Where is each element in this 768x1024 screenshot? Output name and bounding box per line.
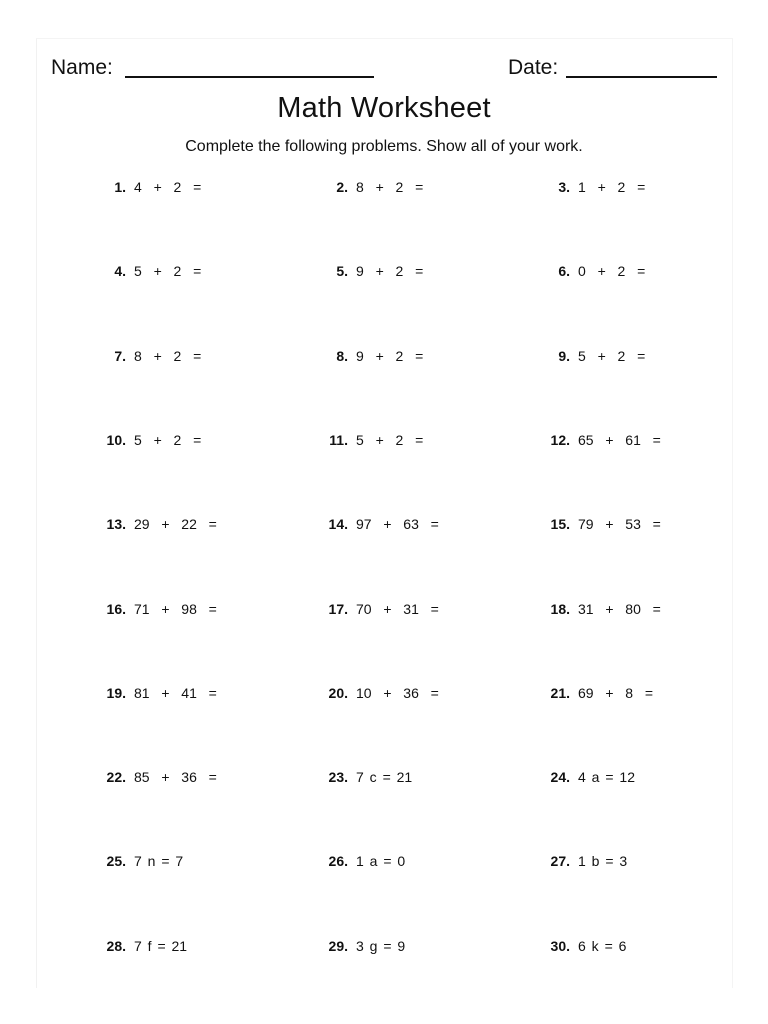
problem-expression: 4 + 2 = [134,179,202,195]
problem-expression: 9 + 2 = [356,263,424,280]
problem-expression: 3 g = 9 [356,937,406,954]
problem-number: 23. [328,769,348,786]
problem-expression: 69 + 8 = [578,684,654,701]
problem-expression: 97 + 63 = [356,516,439,533]
problem-10 [92,430,201,450]
problem-number: 22. [106,769,126,786]
problem-number: 16. [106,600,126,617]
problem-11 [314,430,423,450]
problem-number: 13. [106,516,126,533]
problem-22 [92,767,217,787]
problem-19 [92,683,217,703]
problem-number: 2. [336,179,348,195]
problem-number: 7. [114,347,126,364]
problem-number: 12. [550,431,570,448]
problem-27 [536,851,627,871]
problem-expression: 79 + 53 = [578,516,661,533]
problem-expression: 65 + 61 = [578,431,661,448]
problem-21 [536,683,653,703]
problem-number: 20. [328,684,348,701]
problem-expression: 7 c = 21 [356,769,413,786]
problem-14 [314,514,439,534]
problem-28 [92,936,187,956]
problem-expression: 85 + 36 = [134,769,217,786]
problem-number: 30. [550,937,570,954]
problem-4 [92,261,201,281]
problem-number: 5. [336,263,348,280]
problem-expression: 10 + 36 = [356,684,439,701]
problem-expression: 8 + 2 = [356,179,424,195]
name-label: Name: [51,56,113,79]
problem-29 [314,936,405,956]
problem-number: 4. [114,263,126,280]
problem-number: 18. [550,600,570,617]
problem-expression: 5 + 2 = [134,431,202,448]
problem-3 [536,177,645,197]
problem-6 [536,261,645,281]
problem-9 [536,346,645,366]
problem-1 [92,177,201,197]
problem-number: 27. [550,853,570,870]
problem-number: 19. [106,684,126,701]
problem-24 [536,767,635,787]
problem-expression: 5 + 2 = [356,431,424,448]
problem-5 [314,261,423,281]
problem-expression: 1 a = 0 [356,853,406,870]
problem-expression: 1 b = 3 [578,853,628,870]
problem-expression: 70 + 31 = [356,600,439,617]
problem-expression: 31 + 80 = [578,600,661,617]
problem-15 [536,514,661,534]
problem-number: 21. [550,684,570,701]
problem-number: 11. [329,431,348,448]
problem-number: 26. [328,853,348,870]
problem-expression: 8 + 2 = [134,347,202,364]
problem-number: 15. [550,516,570,533]
problem-number: 6. [558,263,570,280]
worksheet-instructions: Complete the following problems. Show all of your work. [185,138,583,155]
problem-16 [92,599,217,619]
problem-expression: 9 + 2 = [356,347,424,364]
problem-number: 29. [328,937,348,954]
date-label: Date: [508,56,559,79]
problem-12 [536,430,661,450]
problem-expression: 81 + 41 = [134,684,217,701]
problem-8 [314,346,423,366]
problem-number: 8. [336,347,348,364]
problem-number: 9. [558,347,570,364]
problem-number: 25. [106,853,126,870]
problem-20 [314,683,439,703]
problem-2 [314,177,423,197]
problem-number: 28. [106,937,126,954]
problem-expression: 7 n = 7 [134,853,184,870]
problem-number: 24. [550,769,570,786]
problem-number: 10. [106,431,126,448]
problem-expression: 1 + 2 = [578,179,646,195]
problem-18 [536,599,661,619]
problem-30 [536,936,626,956]
problem-13 [92,514,217,534]
problem-expression: 29 + 22 = [134,516,217,533]
problem-expression: 5 + 2 = [134,263,202,280]
problem-25 [92,851,183,871]
problem-7 [92,346,201,366]
problem-number: 17. [328,600,348,617]
problem-expression: 71 + 98 = [134,600,217,617]
problem-expression: 5 + 2 = [578,347,646,364]
problem-number: 3. [558,179,570,195]
problem-expression: 4 a = 12 [578,769,635,786]
problem-expression: 0 + 2 = [578,263,646,280]
problem-number: 1. [114,179,126,195]
problem-17 [314,599,439,619]
problem-number: 14. [328,516,348,533]
problem-expression: 7 f = 21 [134,937,188,954]
problem-expression: 6 k = 6 [578,937,627,954]
worksheet-title: Math Worksheet [277,92,491,124]
problem-26 [314,851,405,871]
problem-23 [314,767,412,787]
